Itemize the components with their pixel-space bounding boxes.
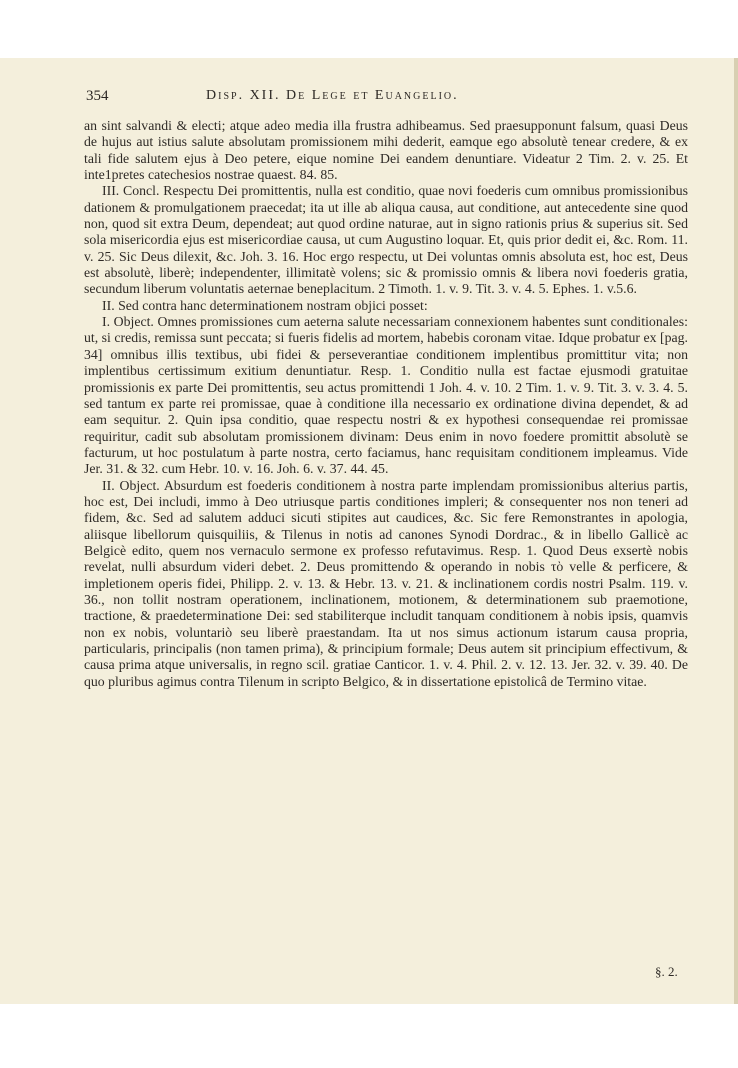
paragraph-objection-intro: II. Sed contra hanc determinationem nostram objici posset: bbox=[102, 297, 428, 313]
paragraph-conclusion-iii: III. Concl. Respectu Dei promittentis, nulla est conditio, quae novi foederis cum omnibus promissionibus dationem & promulgationem praecedat; ita ut ille ab aliqua causa, aut conditione, aut antecedente sine quod non, quod sit extra Deum, dependeat; aut quod ordine naturae, aut in signo rationis prius & superius sit. Sed sola misericordia ejus est misericordiae causa, ut cum Augustino loquar. Et, quis prior dedit ei, &c. Rom. 11. v. 25. Sic Deus dilexit, &c. Joh. 3. 16. Hoc ergo respectu, ut Dei voluntas omnis absoluta est, hoc est, Deus est absolutè, liberè; independenter, illimitatè volens; sic & promissio omnis & libera novi foederis gratia, secundum liberum voluntatis aeternae beneplacitum. 2 Timoth. 1. v. 9. Tit. 3. v. 4. 5. Ephes. 1. v.5.6. bbox=[84, 183, 688, 297]
running-header bbox=[86, 88, 688, 112]
running-title: Disp. XII. De Lege et Euangelio. bbox=[206, 88, 459, 103]
paragraph-continuation: an sint salvandi & electi; atque adeo media illa frustra adhibeamus. Sed praesupponunt falsum, quasi Deus de hujus aut istius salute absolutam promissionem mihi dederit, eamque ego absolutè tenear credere, & ex tali fide salutem ejus à Deo petere, eique nomine Dei eandem denuntiare. Videatur 2 Tim. 2. v. 25. Et inte1pretes catechesios nostrae quaest. 84. 85. bbox=[84, 118, 688, 183]
body-text bbox=[84, 118, 688, 690]
paragraph-objection-ii: II. Object. Absurdum est foederis conditionem à nostra parte implendam promissionibus alterius partis, hoc est, Dei includi, immo à Deo utriusque partis conditiones impleri; & consequenter nos non teneri ad fidem, &c. Sed ad salutem adduci sicuti stipites aut caudices, &c. Sic fere Remonstrantes in apologia, aliisque libellorum quisquiliis, & Tilenus in notis ad canones Synodi Dordrac., & in libello Gallicè ac Belgicè edito, quem nos vernaculo sermone ex professo refutavimus. Resp. 1. Quod Deus exsertè nobis revelat, nulli absurdum videri debet. 2. Deus promittendo & operando in nobis τὸ velle & perficere, & impletionem operis fidei, Philipp. 2. v. 13. & Hebr. 13. v. 21. & inclinationem cordis nostri Psalm. 119. v. 36., non tollit nostram operationem, inclinationem, motionem, & determinationem sub praemotione, tractione, & praedeterminatione Dei: sed stabiliterque includit tanquam conditionem à nobis ipsis, quamvis non ex nobis, voluntariò seu liberè praestandam. Ita ut nos simus actionum istarum causa propria, particularis, principalis (non tamen prima), & principium formale; Deus autem sit principium effectivum, & causa prima atque universalis, in regno scil. gratiae Canticor. 1. v. 4. Phil. 2. v. 12. 13. Jer. 32. v. 39. 40. De quo pluribus agimus contra Tilenum in scripto Belgico, & in dissertatione epistolicâ de Termino vitae. bbox=[84, 477, 688, 689]
page-number: 354 bbox=[86, 88, 109, 104]
paragraph-objection-i: I. Object. Omnes promissiones cum aeterna salute necessariam connexionem habentes sunt conditionales: ut, si credis, remissa sunt peccata; si fueris fidelis ad mortem, habebis coronam vitae. Idque probatur ex [pag. 34] omnibus illis textibus, ubi fidei & perseverantiae conditionem implentibus promittitur vita; non implentibus certissimum exitium denuntiatur. Resp. 1. Conditio nulla est factae ejusmodi gratuitae promissionis ex parte Dei promittentis, seu actus promittendi 1 Joh. 4. v. 10. 2 Tim. 1. v. 9. Tit. 3. v. 3. 4. 5. sed tantum ex parte rei promissae, quae à conditione illa necessario ex ordinatione divina dependet, & ad eam sequitur. 2. Quin ipsa conditio, quae respectu nostri & ex hypothesi consequendae rei promissae requiritur, cadit sub absolutam promissionem divinam: Deus enim in novo foedere promittit absolutè se facturum, ut hoc postulatum à parte nostra, certo faciamus, hanc requisitam conditionem impleamus. Vide Jer. 31. & 32. cum Hebr. 10. v. 16. Joh. 6. v. 37. 44. 45. bbox=[84, 314, 688, 477]
page-edge bbox=[734, 58, 738, 1004]
catchword: §. 2. bbox=[655, 964, 678, 979]
